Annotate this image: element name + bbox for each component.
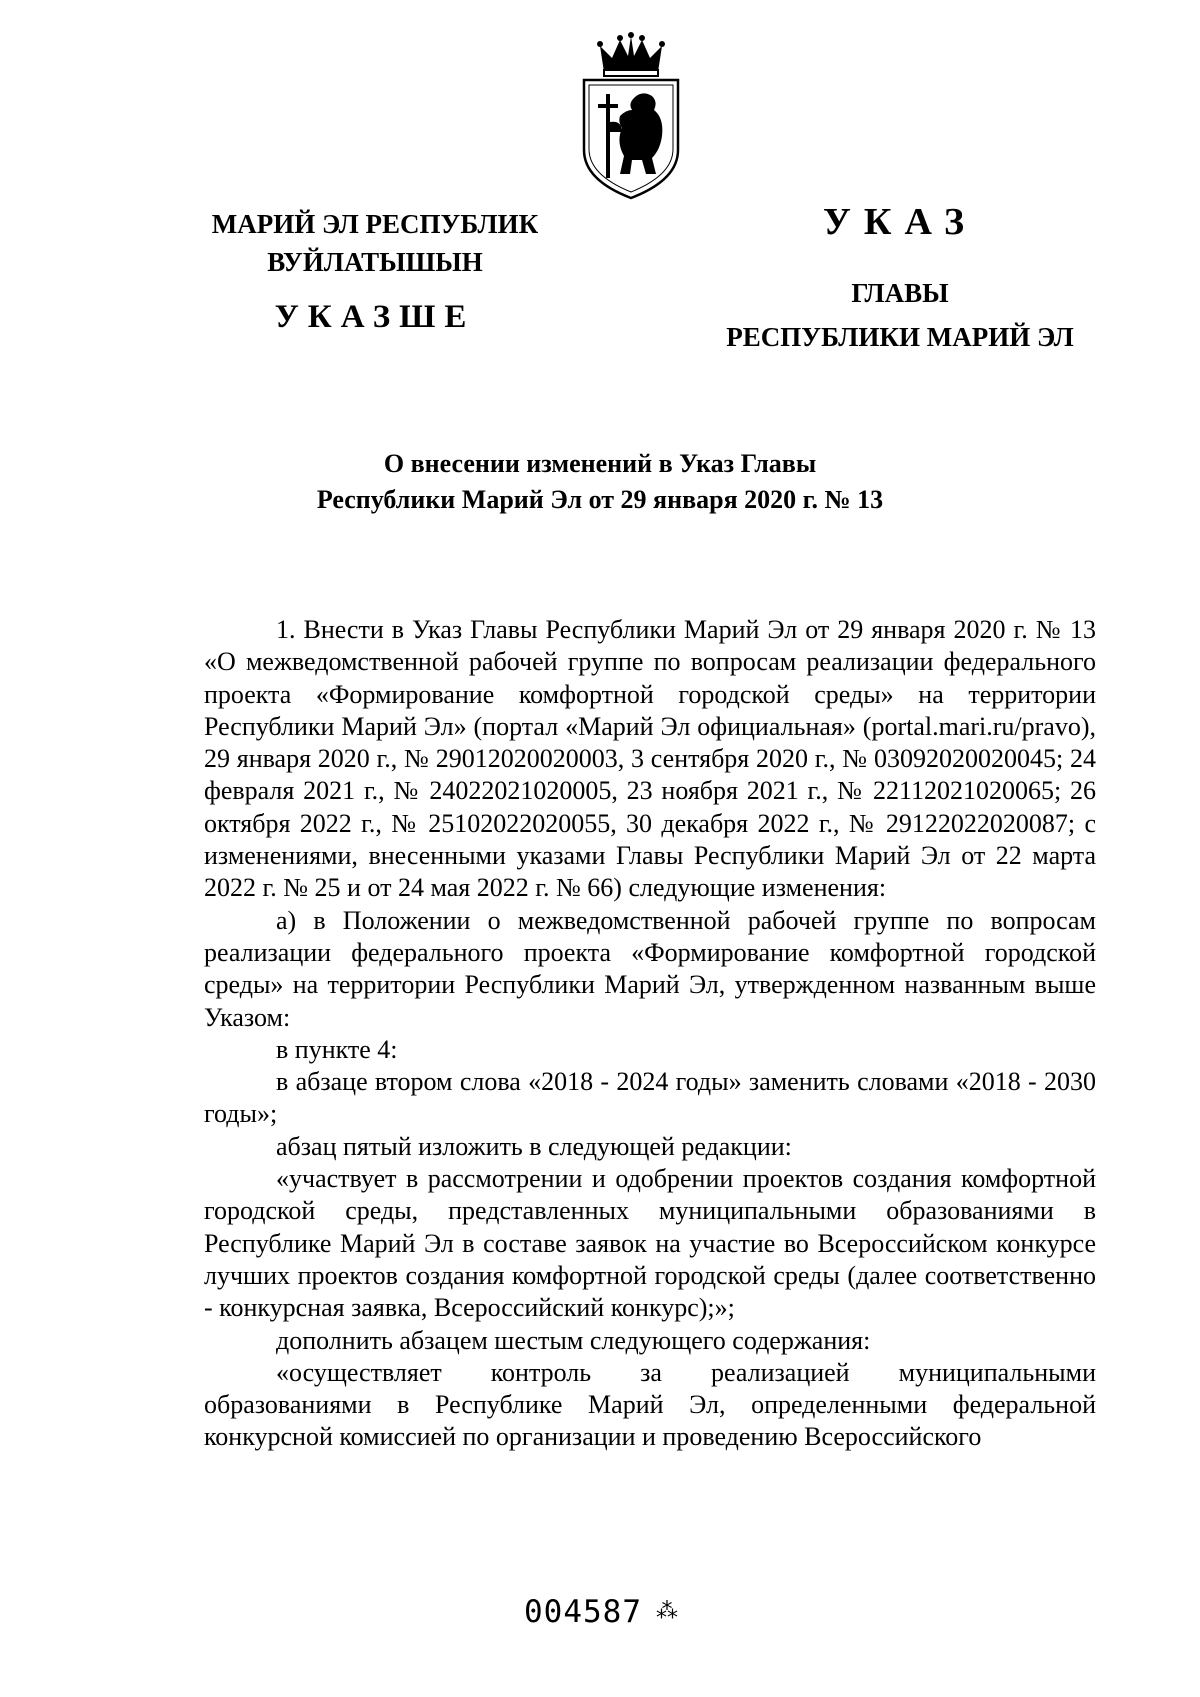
header-right-line1: ГЛАВЫ	[851, 278, 949, 308]
title-line1: О внесении изменений в Указ Главы	[383, 449, 817, 478]
document-body	[204, 614, 1096, 1454]
header-left-line1: МАРИЙ ЭЛ РЕСПУБЛИК	[211, 209, 539, 239]
paragraph-8: «осуществляет контроль за реализацией муниципальными образованиями в Республике Марий Эл, определенными федеральной конкурсной комиссией по организации и проведению Всероссийского	[204, 1357, 1096, 1452]
header-right-doc-type: УКАЗ	[823, 201, 977, 243]
serial-number: 004587	[524, 1594, 642, 1630]
header-left-doc-type: УКАЗШЕ	[274, 299, 476, 335]
title-line2: Республики Марий Эл от 29 января 2020 г. № 13	[316, 485, 884, 514]
paragraph-5: абзац пятый изложить в следующей редакции:	[276, 1131, 792, 1161]
header-right-line2: РЕСПУБЛИКИ МАРИЙ ЭЛ	[726, 322, 1074, 352]
paragraph-3: в пункте 4:	[276, 1034, 398, 1064]
coat-of-arms-icon	[576, 32, 686, 202]
header-left-line2: ВУЙЛАТЫШЫН	[267, 247, 483, 277]
header-left-block	[175, 205, 575, 336]
document-title	[200, 446, 1000, 518]
paragraph-6: «участвует в рассмотрении и одобрении проектов создания комфортной городской среды, представленных муниципальными образованиями в Республике Марий Эл в составе заявок на участие во Всероссийском конкурсе лучших проектов создания комфортной городской среды (далее соответственно - конкурсная заявка, Всероссийский конкурс);»;	[204, 1164, 1096, 1323]
paragraph-1: 1. Внести в Указ Главы Республики Марий Эл от 29 января 2020 г. № 13 «О межведомственной рабочей группе по вопросам реализации федерального проекта «Формирование комфортной городской среды» на территории Республики Марий Эл» (портал «Марий Эл официальная» (portal.mari.ru/pravo), 29 января 2020 г., № 29012020020003, 3 сентября 2020 г., № 03092020020045; 24 февраля 2021 г., № 24022021020005, 23 ноября 2021 г., № 22112021020065; 26 октября 2022 г., № 25102022020055, 30 декабря 2022 г., № 29122022020087; с изменениями, внесенными указами Главы Республики Марий Эл от 22 марта 2022 г. № 25 и от 24 мая 2022 г. № 66) следующие изменения:	[204, 615, 1096, 903]
footer-mark: ⁂	[655, 1599, 679, 1624]
paragraph-2: а) в Положении о межведомственной рабочей группе по вопросам реализации федерального проекта «Формирование комфортной городской среды» на территории Республики Марий Эл, утвержденном названным выше Указом:	[204, 905, 1096, 1032]
paragraph-4: в абзаце втором слова «2018 - 2024 годы» заменить словами «2018 - 2030 годы»;	[204, 1067, 1096, 1129]
header-right-block	[690, 200, 1110, 356]
paragraph-7: дополнить абзацем шестым следующего содержания:	[276, 1325, 871, 1355]
footer-serial	[524, 1594, 679, 1630]
